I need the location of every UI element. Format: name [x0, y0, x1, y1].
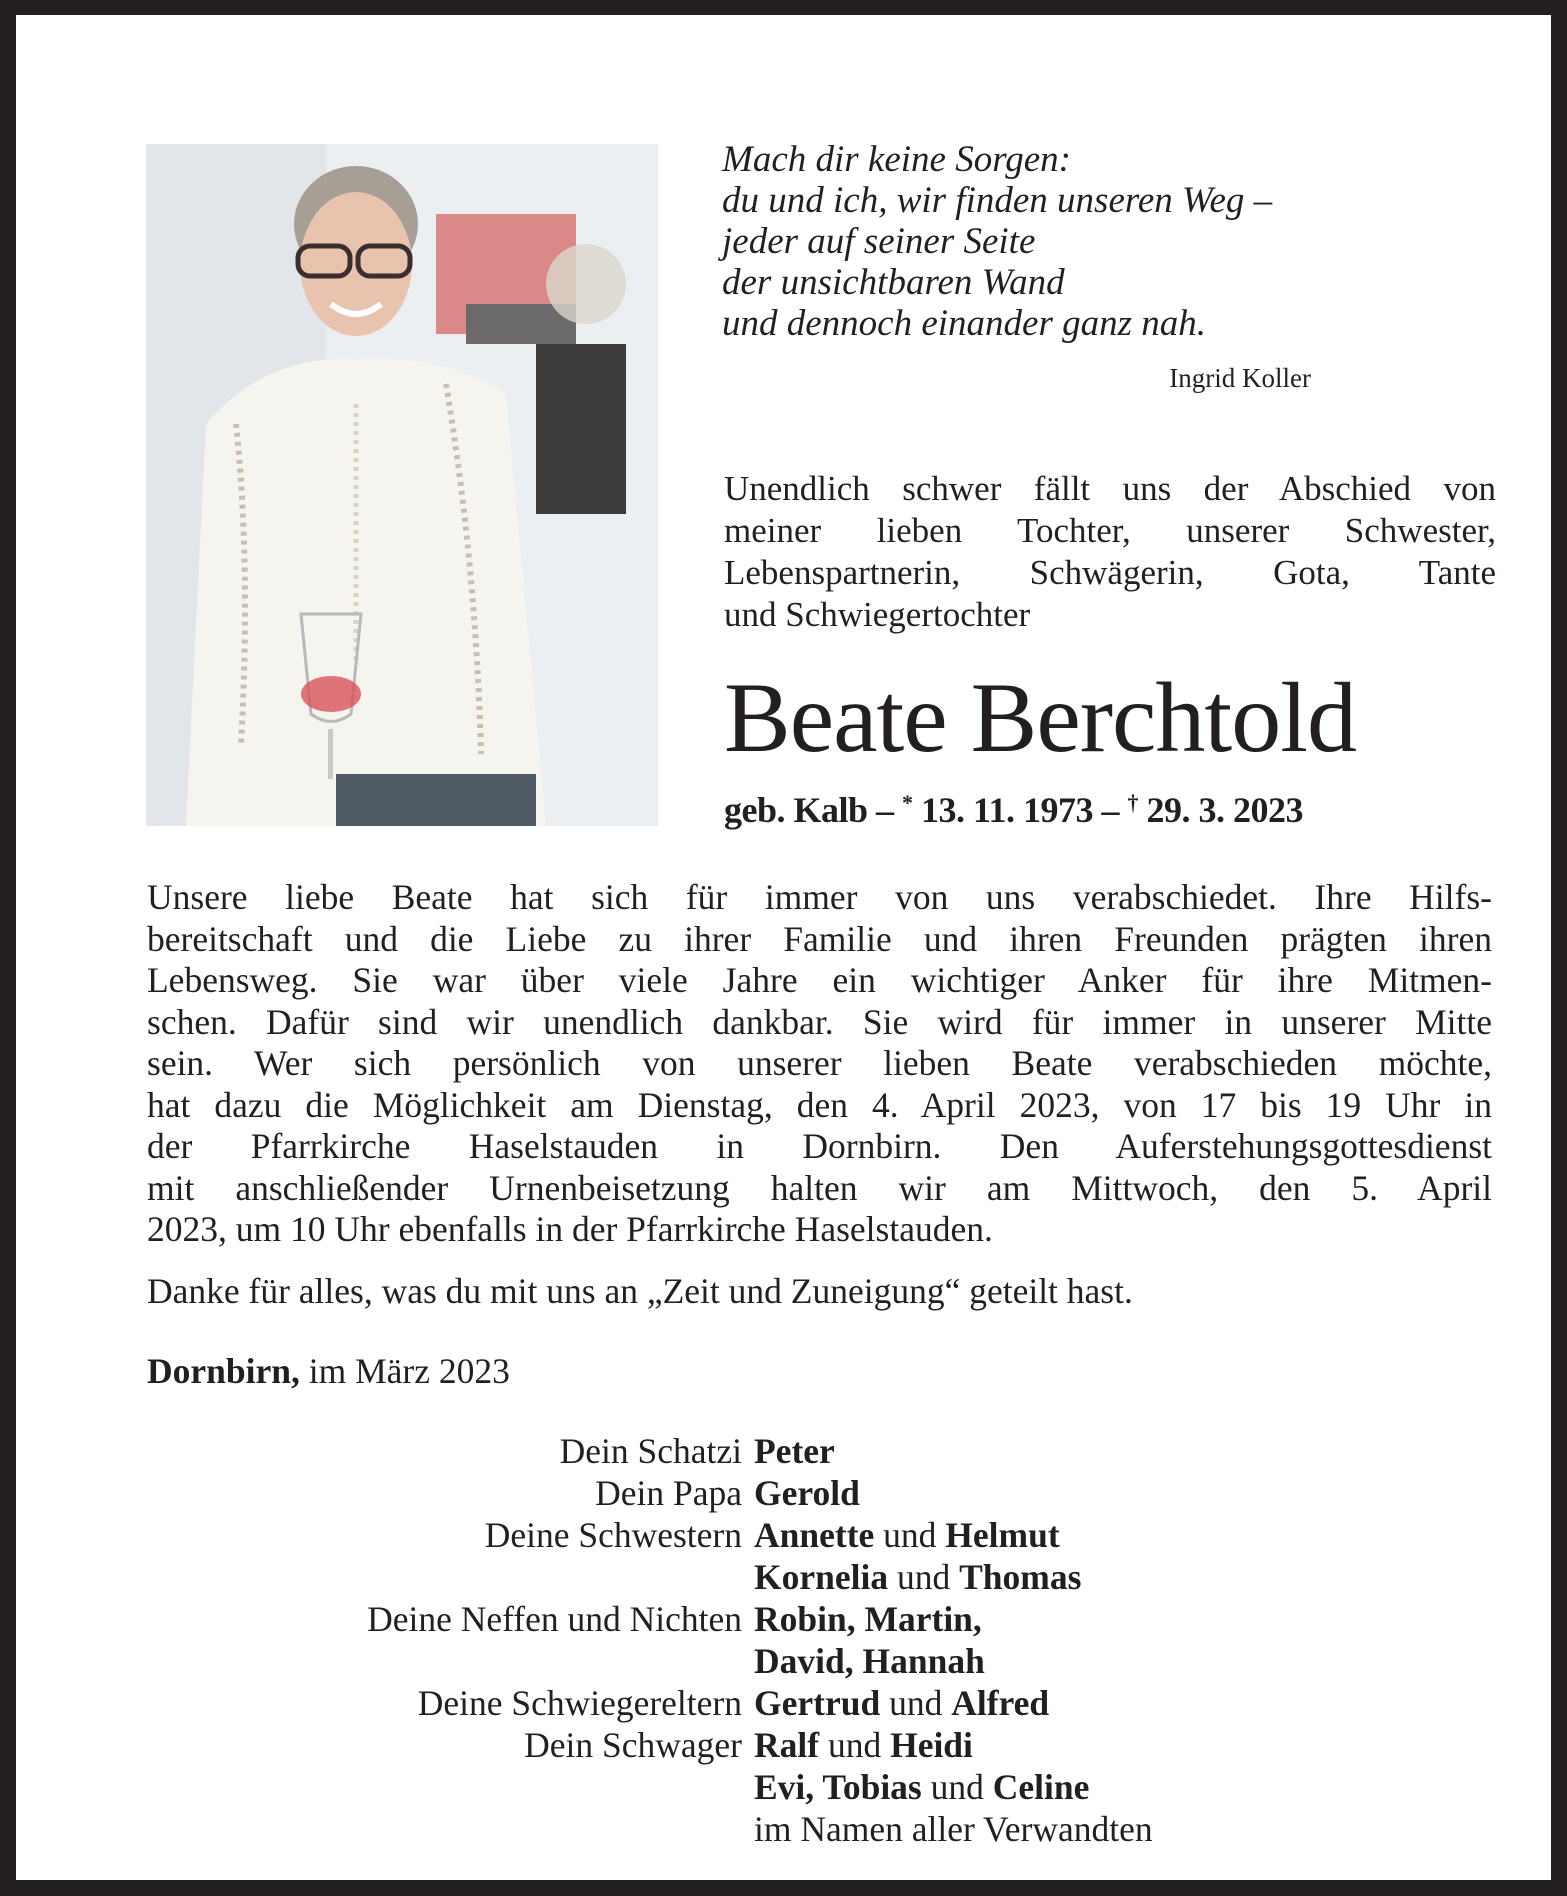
body-line: 2023, um 10 Uhr ebenfalls in der Pfarrkirche Haselstauden.: [147, 1209, 993, 1249]
mourner-name: Annette: [754, 1515, 875, 1555]
body-line: mit anschließender Urnenbeisetzung halten wir am Mittwoch, den 5. April: [147, 1167, 1492, 1208]
body-line: sein. Wer sich persönlich von unserer lieben Beate verabschieden möchte,: [147, 1043, 1492, 1083]
mourner-relation: Dein Schatzi: [559, 1431, 742, 1471]
birth-date: 13. 11. 1973 –: [921, 790, 1120, 830]
thanks-line: Danke für alles, was du mit uns an „Zeit und Zuneigung“ geteilt hast.: [147, 1271, 1133, 1311]
intro-line: und Schwiegertochter: [724, 595, 1031, 634]
mourner-row: [16, 1598, 1551, 1640]
mourner-name: Thomas: [959, 1557, 1082, 1597]
mourner-row: [16, 1724, 1551, 1766]
obituary-sheet: [16, 15, 1551, 1880]
birth-name: geb. Kalb –: [724, 790, 894, 830]
poem-line: der unsichtbaren Wand: [722, 262, 1065, 303]
mourner-connector: und: [819, 1725, 891, 1765]
deceased-name: Beate Berchtold: [724, 662, 1356, 773]
body-line: Unsere liebe Beate hat sich für immer von uns verabschiedet. Ihre Hilfs-: [147, 877, 1492, 917]
mourner-names: [754, 1430, 1551, 1472]
mourner-names: [754, 1514, 1551, 1556]
mourner-relation: [16, 1556, 754, 1598]
mourner-relation: Dein Papa: [595, 1473, 742, 1513]
mourner-connector: und: [880, 1683, 952, 1723]
place-month: im März 2023: [299, 1351, 510, 1391]
mourner-names: [754, 1598, 1551, 1640]
mourner-connector: und: [874, 1515, 946, 1555]
intro-text: [724, 468, 1496, 636]
mourner-names: [754, 1640, 1551, 1682]
portrait-photo: [146, 144, 658, 826]
poem-line: und dennoch einander ganz nah.: [722, 303, 1207, 344]
mourner-connector: im Namen aller Verwandten: [754, 1809, 1153, 1849]
body-line: hat dazu die Möglichkeit am Dienstag, den 4. April 2023, von 17 bis 19 Uhr in: [147, 1084, 1492, 1125]
mourner-name: Gertrud: [754, 1683, 881, 1723]
mourner-names: [754, 1808, 1551, 1850]
poem-author: Ingrid Koller: [1169, 363, 1311, 393]
mourner-name: Celine: [992, 1767, 1090, 1807]
mourner-names: [754, 1766, 1551, 1808]
birth-star-icon: *: [902, 790, 913, 815]
mourner-name: Helmut: [945, 1515, 1060, 1555]
mourner-relation: Dein Schwager: [524, 1725, 742, 1765]
mourner-row: [16, 1556, 1551, 1598]
mourner-name: Alfred: [951, 1683, 1050, 1723]
death-date: 29. 3. 2023: [1146, 790, 1304, 830]
mourner-names: [754, 1556, 1551, 1598]
mourner-relation: Deine Neffen und Nichten: [367, 1599, 742, 1639]
mourner-relation: [16, 1808, 754, 1850]
poem: [722, 139, 1342, 344]
intro-line: meiner lieben Tochter, unserer Schwester,: [724, 511, 1496, 550]
place-city: Dornbirn,: [147, 1351, 300, 1391]
death-cross-icon: †: [1127, 790, 1139, 815]
poem-line: du und ich, wir finden unseren Weg –: [722, 180, 1273, 221]
mourner-name: David, Hannah: [754, 1641, 985, 1681]
body-line: der Pfarrkirche Haselstauden in Dornbirn. Den Auferstehungsgottesdienst: [147, 1126, 1492, 1166]
mourner-names: [754, 1682, 1551, 1724]
mourner-relation: [16, 1640, 754, 1682]
poem-line: jeder auf seiner Seite: [722, 221, 1036, 262]
mourner-name: Gerold: [754, 1473, 860, 1513]
portrait-illustration: [146, 144, 658, 826]
mourner-row: [16, 1514, 1551, 1556]
mourner-connector: und: [921, 1767, 993, 1807]
body-text: [147, 877, 1492, 1251]
place-date: [147, 1350, 510, 1392]
life-dates: [724, 789, 1303, 831]
mourner-name: Kornelia: [754, 1557, 889, 1597]
mourner-connector: und: [888, 1557, 960, 1597]
mourner-names: [754, 1472, 1551, 1514]
poem-line: Mach dir keine Sorgen:: [722, 139, 1071, 180]
mourner-relation: [16, 1766, 754, 1808]
mourner-row: [16, 1808, 1551, 1850]
mourner-row: [16, 1430, 1551, 1472]
intro-line: Unendlich schwer fällt uns der Abschied von: [724, 469, 1496, 508]
mourner-relation: Deine Schwestern: [484, 1515, 742, 1555]
mourner-name: Ralf: [754, 1725, 820, 1765]
mourner-name: Robin, Martin,: [754, 1599, 982, 1639]
mourners-list: [16, 1430, 1551, 1850]
mourner-relation: Deine Schwiegereltern: [417, 1683, 742, 1723]
mourner-row: [16, 1640, 1551, 1682]
body-line: schen. Dafür sind wir unendlich dankbar. Sie wird für immer in unserer Mitte: [147, 1001, 1492, 1042]
mourner-row: [16, 1682, 1551, 1724]
mourner-name: Heidi: [890, 1725, 973, 1765]
mourner-names: [754, 1724, 1551, 1766]
body-line: bereitschaft und die Liebe zu ihrer Familie und ihren Freunden prägten ihren: [147, 918, 1492, 959]
body-line: Lebensweg. Sie war über viele Jahre ein wichtiger Anker für ihre Mitmen-: [147, 960, 1492, 1000]
mourner-row: [16, 1472, 1551, 1514]
mourner-name: Evi, Tobias: [754, 1767, 922, 1807]
mourner-row: [16, 1766, 1551, 1808]
intro-line: Lebenspartnerin, Schwägerin, Gota, Tante: [724, 553, 1496, 592]
mourner-name: Peter: [754, 1431, 835, 1471]
